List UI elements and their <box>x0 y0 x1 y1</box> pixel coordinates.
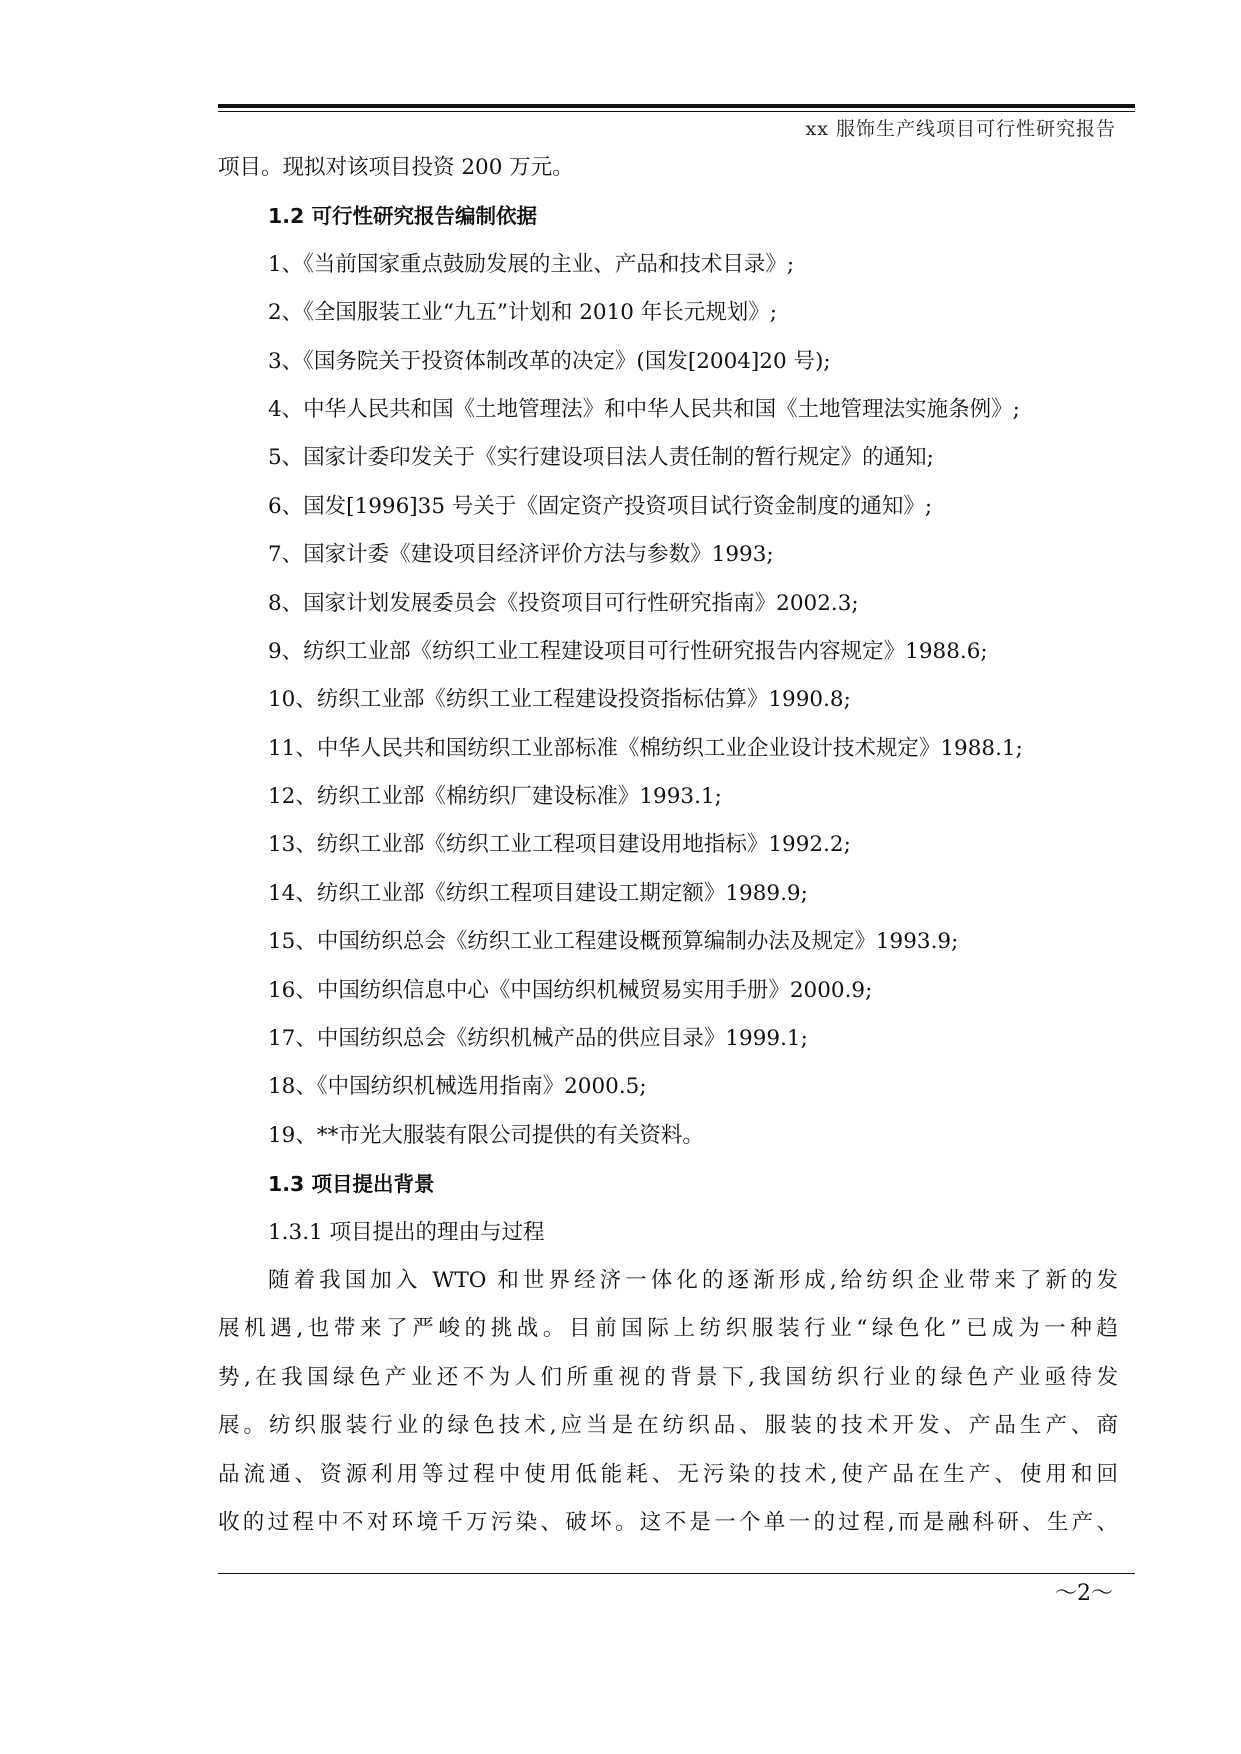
intro-tail-text: 项目。现拟对该项目投资 200 万元。 <box>218 155 574 180</box>
basis-item: 8、国家计划发展委员会《投资项目可行性研究指南》2002.3; <box>268 590 859 616</box>
basis-item: 17、中国纺织总会《纺织机械产品的供应目录》1999.1; <box>268 1026 808 1052</box>
header-rule-thin <box>218 111 1135 112</box>
basis-item: 4、中华人民共和国《土地管理法》和中华人民共和国《土地管理法实施条例》; <box>268 396 1020 422</box>
basis-item: 1、《当前国家重点鼓励发展的主业、产品和技术目录》; <box>268 251 795 277</box>
paragraph-line: 展机遇,也带来了严峻的挑战。目前国际上纺织服装行业“绿色化”已成为一种趋 <box>218 1316 1118 1342</box>
basis-item: 14、纺织工业部《纺织工程项目建设工期定额》1989.9; <box>268 880 808 906</box>
basis-item: 5、国家计委印发关于《实行建设项目法人责任制的暂行规定》的通知; <box>268 445 934 471</box>
section-heading-1-2: 1.2 可行性研究报告编制依据 <box>268 204 537 229</box>
basis-item: 6、国发[1996]35 号关于《固定资产投资项目试行资金制度的通知》; <box>268 493 933 519</box>
basis-item: 2、《全国服装工业“九五”计划和 2010 年长元规划》; <box>268 300 778 326</box>
basis-item: 7、国家计委《建设项目经济评价方法与参数》1993; <box>268 542 774 568</box>
page-body <box>218 144 1118 1547</box>
basis-item: 11、中华人民共和国纺织工业部标准《棉纺织工业企业设计技术规定》1988.1; <box>268 735 1023 761</box>
basis-item: 3、《国务院关于投资体制改革的决定》(国发[2004]20 号); <box>268 348 831 374</box>
basis-item: 15、中国纺织总会《纺织工业工程建设概预算编制办法及规定》1993.9; <box>268 929 959 955</box>
page-number: ～2～ <box>1055 1581 1113 1606</box>
paragraph-line: 收的过程中不对环境千万污染、破坏。这不是一个单一的过程,而是融科研、生产、 <box>218 1509 1118 1535</box>
running-header: xx 服饰生产线项目可行性研究报告 <box>805 118 1116 140</box>
subsection-heading-1-3-1: 1.3.1 项目提出的理由与过程 <box>268 1219 545 1245</box>
basis-item: 12、纺织工业部《棉纺织厂建设标准》1993.1; <box>268 784 722 810</box>
footer-rule <box>218 1573 1135 1574</box>
paragraph-line: 品流通、资源利用等过程中使用低能耗、无污染的技术,使产品在生产、使用和回 <box>218 1461 1118 1487</box>
paragraph-line: 势,在我国绿色产业还不为人们所重视的背景下,我国纺织行业的绿色产业亟待发 <box>218 1364 1118 1390</box>
basis-item: 9、纺织工业部《纺织工业工程建设项目可行性研究报告内容规定》1988.6; <box>268 638 988 664</box>
basis-item: 13、纺织工业部《纺织工业工程项目建设用地指标》1992.2; <box>268 832 851 858</box>
header-rule-thick <box>218 104 1135 108</box>
basis-item: 18、《中国纺织机械选用指南》2000.5; <box>268 1074 647 1100</box>
section-heading-1-3: 1.3 项目提出背景 <box>268 1172 435 1197</box>
basis-item: 19、**市光大服装有限公司提供的有关资料。 <box>268 1122 704 1148</box>
basis-item: 10、纺织工业部《纺织工业工程建设投资指标估算》1990.8; <box>268 687 851 713</box>
paragraph-line: 展。纺织服装行业的绿色技术,应当是在纺织品、服装的技术开发、产品生产、商 <box>218 1413 1118 1439</box>
paragraph-line: 随着我国加入 WTO 和世界经济一体化的逐渐形成,给纺织企业带来了新的发 <box>268 1267 1118 1293</box>
basis-item: 16、中国纺织信息中心《中国纺织机械贸易实用手册》2000.9; <box>268 977 873 1003</box>
